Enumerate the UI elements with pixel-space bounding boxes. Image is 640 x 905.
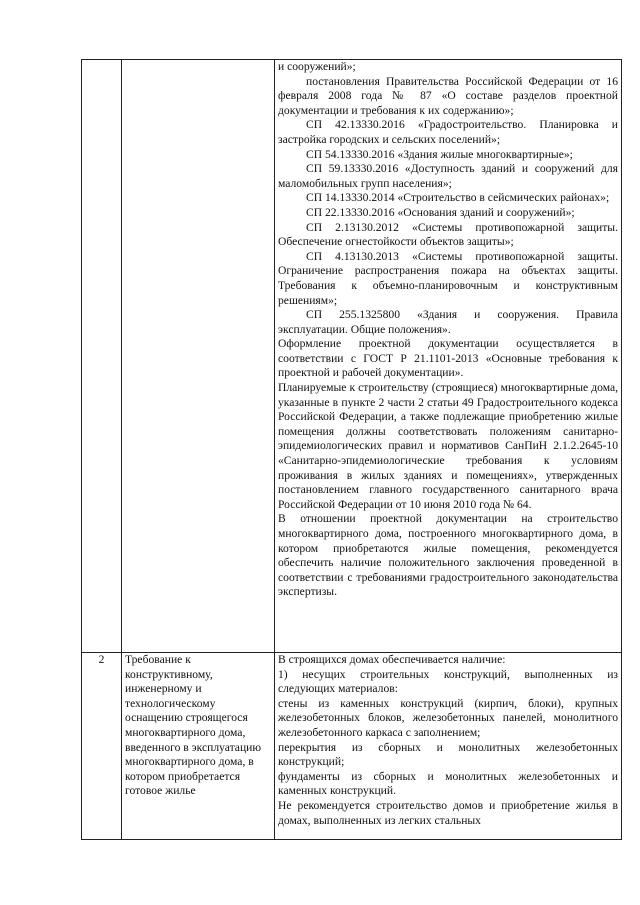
requirement-name: Требование к конструктивному, инженерному и технологическому оснащению строящегося многоквартирного дома, введенного в эксплуатацию многоквартирного дома, в котором приобретается готовое жилье	[122, 653, 275, 840]
paragraph: СП 22.13330.2016 «Основания зданий и сооружений»;	[306, 205, 575, 219]
row-number: 2	[82, 653, 122, 840]
row-number	[82, 60, 122, 653]
paragraph: В отношении проектной документации на строительство многоквартирного дома, построенного многоквартирного дома, в котором приобретаются жилые помещения, рекомендуется обеспечить наличие положительного заключения проведенной в соответствии с требованиями градостроительного законодательства экспертизы.	[278, 512, 618, 599]
paragraph: перекрытия из сборных и монолитных железобетонных конструкций;	[278, 740, 618, 769]
paragraph: СП 54.13330.2016 «Здания жилые многоквартирные»;	[306, 147, 573, 161]
paragraph: стены из каменных конструкций (кирпич, блоки), крупных железобетонных блоков, железобетонных панелей, монолитного железобетонного каркаса с заполнением;	[278, 696, 618, 739]
paragraph: постановления Правительства Российской Федерации от 16 февраля 2008 года № 87 «О составе разделов проектной документации и требования к их содержанию»;	[278, 74, 618, 117]
table-row	[82, 60, 622, 653]
paragraph: 1) несущих строительных конструкций, выполненных из следующих материалов:	[278, 667, 618, 696]
paragraph: Оформление проектной документации осуществляется в соответствии с ГОСТ Р 21.1101-2013 «Основные требования к проектной и рабочей документации».	[278, 337, 618, 380]
paragraph: СП 59.13330.2016 «Доступность зданий и сооружений для маломобильных групп населения»;	[278, 162, 618, 190]
paragraph: В строящихся домах обеспечивается наличие:	[278, 653, 506, 666]
paragraph: Не рекомендуется строительство домов и приобретение жилья в домах, выполненных из легких стальных	[278, 798, 618, 827]
paragraph: Планируемые к строительству (строящиеся) многоквартирные дома, указанные в пункте 2 части 2 статьи 49 Градостроительного кодекса Российской Федерации, а также подлежащие приобретению жилые помещения должны соответствовать положениям санитарно-эпидемиологических правил и нормативов СанПиН 2.1.2.2645-10 «Санитарно-эпидемиологические требования к условиям проживания в жилых зданиях и помещениях», утвержденных постановлением главного государственного санитарного врача Российской Федерации от 10 июня 2010 года № 64.	[278, 381, 618, 511]
requirement-content	[275, 653, 622, 840]
requirement-content	[275, 60, 622, 653]
paragraph: СП 42.13330.2016 «Градостроительство. Планировка и застройка городских и сельских поселений»;	[278, 118, 618, 146]
paragraph: СП 14.13330.2014 «Строительство в сейсмических районах»;	[306, 191, 610, 205]
paragraph: и сооружений»;	[278, 60, 356, 73]
paragraph: фундаменты из сборных и монолитных железобетонных и каменных конструкций.	[278, 769, 618, 798]
requirements-table	[81, 59, 622, 840]
paragraph: СП 255.1325800 «Здания и сооружения. Правила эксплуатации. Общие положения».	[278, 308, 618, 336]
paragraph: СП 4.13130.2013 «Системы противопожарной защиты. Ограничение распространения пожара на объектах защиты. Требования к объемно-планировочным и конструктивным решениям»;	[278, 249, 618, 307]
table-row	[82, 653, 622, 840]
requirement-name	[122, 60, 275, 653]
paragraph: СП 2.13130.2012 «Системы противопожарной защиты. Обеспечение огнестойкости объектов защиты»;	[278, 220, 618, 249]
